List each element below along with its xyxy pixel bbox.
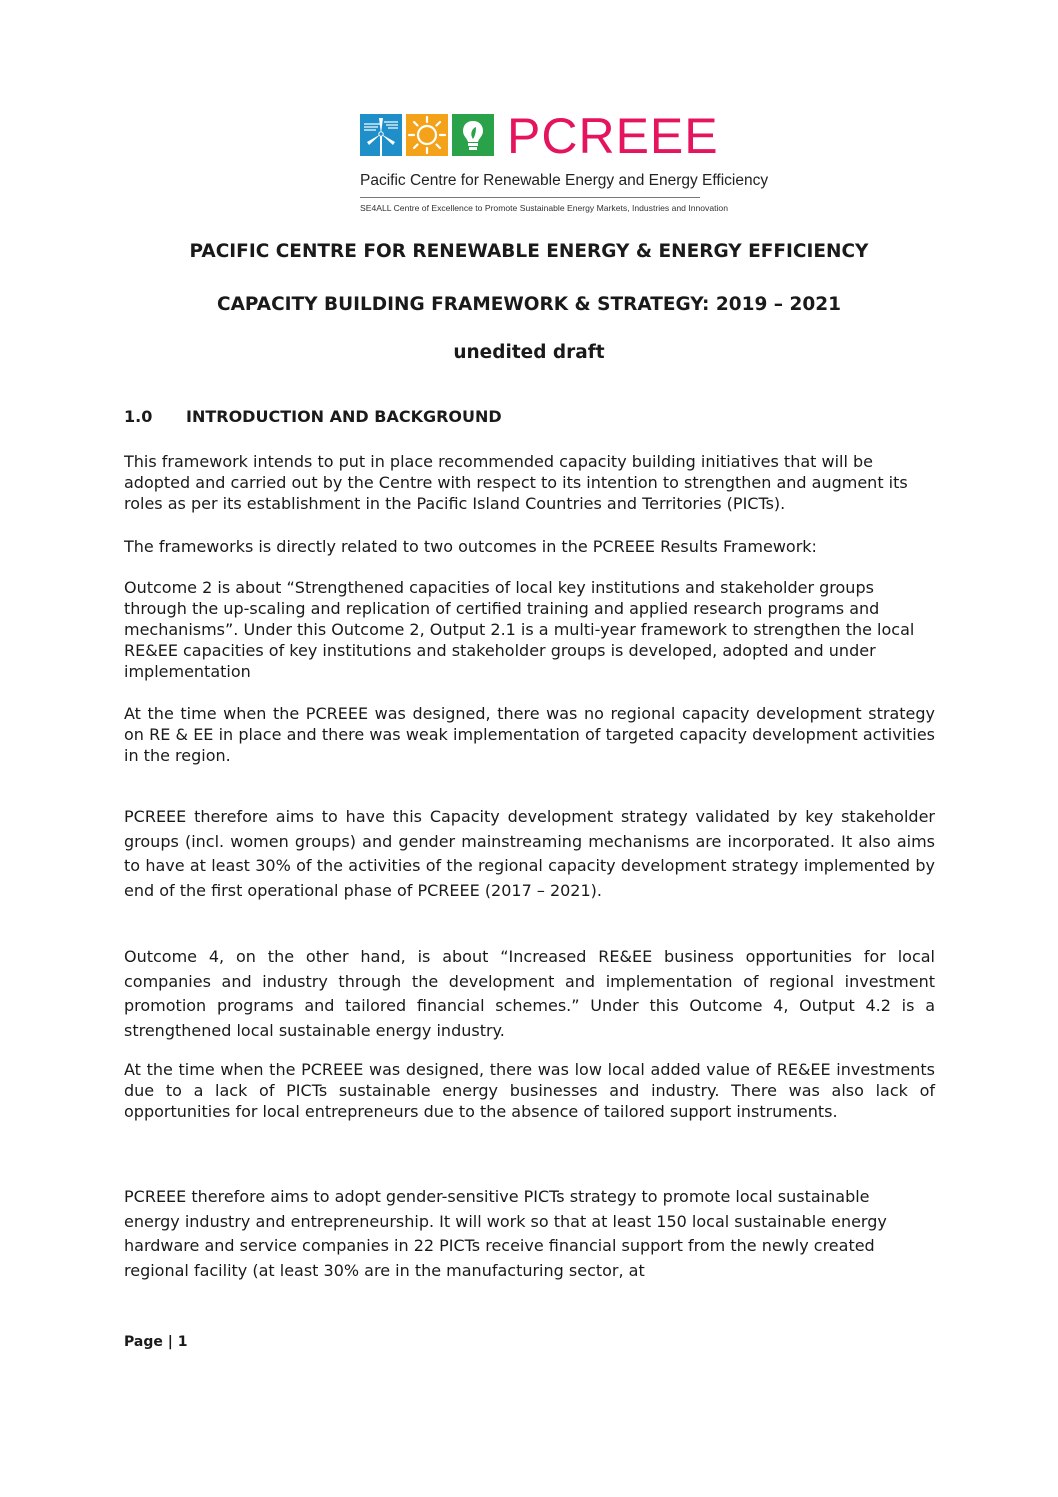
document-subtitle: CAPACITY BUILDING FRAMEWORK & STRATEGY: 2019 – 2021 [217, 294, 841, 315]
paragraph-6: Outcome 4, on the other hand, is about “Increased RE&EE business opportunities for local companies and industry through the development and implementation of regional investment promotion programs and tailored financial schemes.” Under this Outcome 4, Output 4.2 is a strengthened local sustainable energy industry. [124, 947, 935, 1040]
section-heading [124, 407, 502, 426]
paragraph-5: PCREEE therefore aims to have this Capacity development strategy validated by key stakeholder groups (incl. women groups) and gender mainstreaming mechanisms are incorporated. It also aims to have at least 30% of the activities of the regional capacity development strategy implemented by end of the first operational phase of PCREEE (2017 – 2021). [124, 807, 935, 900]
logo-divider [360, 197, 700, 198]
paragraph-8: PCREEE therefore aims to adopt gender-sensitive PICTs strategy to promote local sustainable energy industry and entrepreneurship. It will work so that at least 150 local sustainable energy hardware and service companies in 22 PICTs receive financial support from the newly created regional facility (at least 30% are in the manufacturing sector, at [124, 1187, 887, 1280]
paragraph-3: Outcome 2 is about “Strengthened capacities of local key institutions and stakeholder groups through the up-scaling and replication of certified training and applied research programs and mechanisms”. Under this Outcome 2, Output 2.1 is a multi-year framework to strengthen the local RE&EE capacities of key institutions and stakeholder groups is developed, adopted and under implementation [124, 578, 915, 681]
paragraph-1: This framework intends to put in place recommended capacity building initiatives that will be adopted and carried out by the Centre with respect to its intention to strengthen and augment its roles as per its establishment in the Pacific Island Countries and Territories (PICTs). [124, 452, 908, 513]
logo-wordmark: PCREEE [507, 108, 719, 164]
wind-turbine-icon [360, 114, 402, 156]
draft-label: unedited draft [453, 342, 605, 363]
section-number: 1.0 [124, 407, 153, 426]
pcreee-logo [360, 108, 769, 220]
lightbulb-icon [452, 114, 494, 156]
logo-subtitle: Pacific Centre for Renewable Energy and Energy Efficiency [360, 172, 769, 189]
sun-icon [406, 114, 448, 156]
paragraph-4: At the time when the PCREEE was designed, there was no regional capacity development strategy on RE & EE in place and there was weak implementation of targeted capacity development activities in the region. [124, 704, 935, 765]
document-title: PACIFIC CENTRE FOR RENEWABLE ENERGY & ENERGY EFFICIENCY [189, 241, 869, 262]
logo-tagline: SE4ALL Centre of Excellence to Promote Sustainable Energy Markets, Industries and Innovation [360, 203, 728, 213]
page-number: Page | 1 [124, 1334, 188, 1350]
section-title: INTRODUCTION AND BACKGROUND [186, 407, 502, 426]
paragraph-2: The frameworks is directly related to two outcomes in the PCREEE Results Framework: [124, 537, 817, 556]
paragraph-7: At the time when the PCREEE was designed, there was low local added value of RE&EE investments due to a lack of PICTs sustainable energy businesses and industry. There was also lack of opportunities for local entrepreneurs due to the absence of tailored support instruments. [124, 1060, 935, 1121]
logo-icon-row [360, 114, 494, 156]
